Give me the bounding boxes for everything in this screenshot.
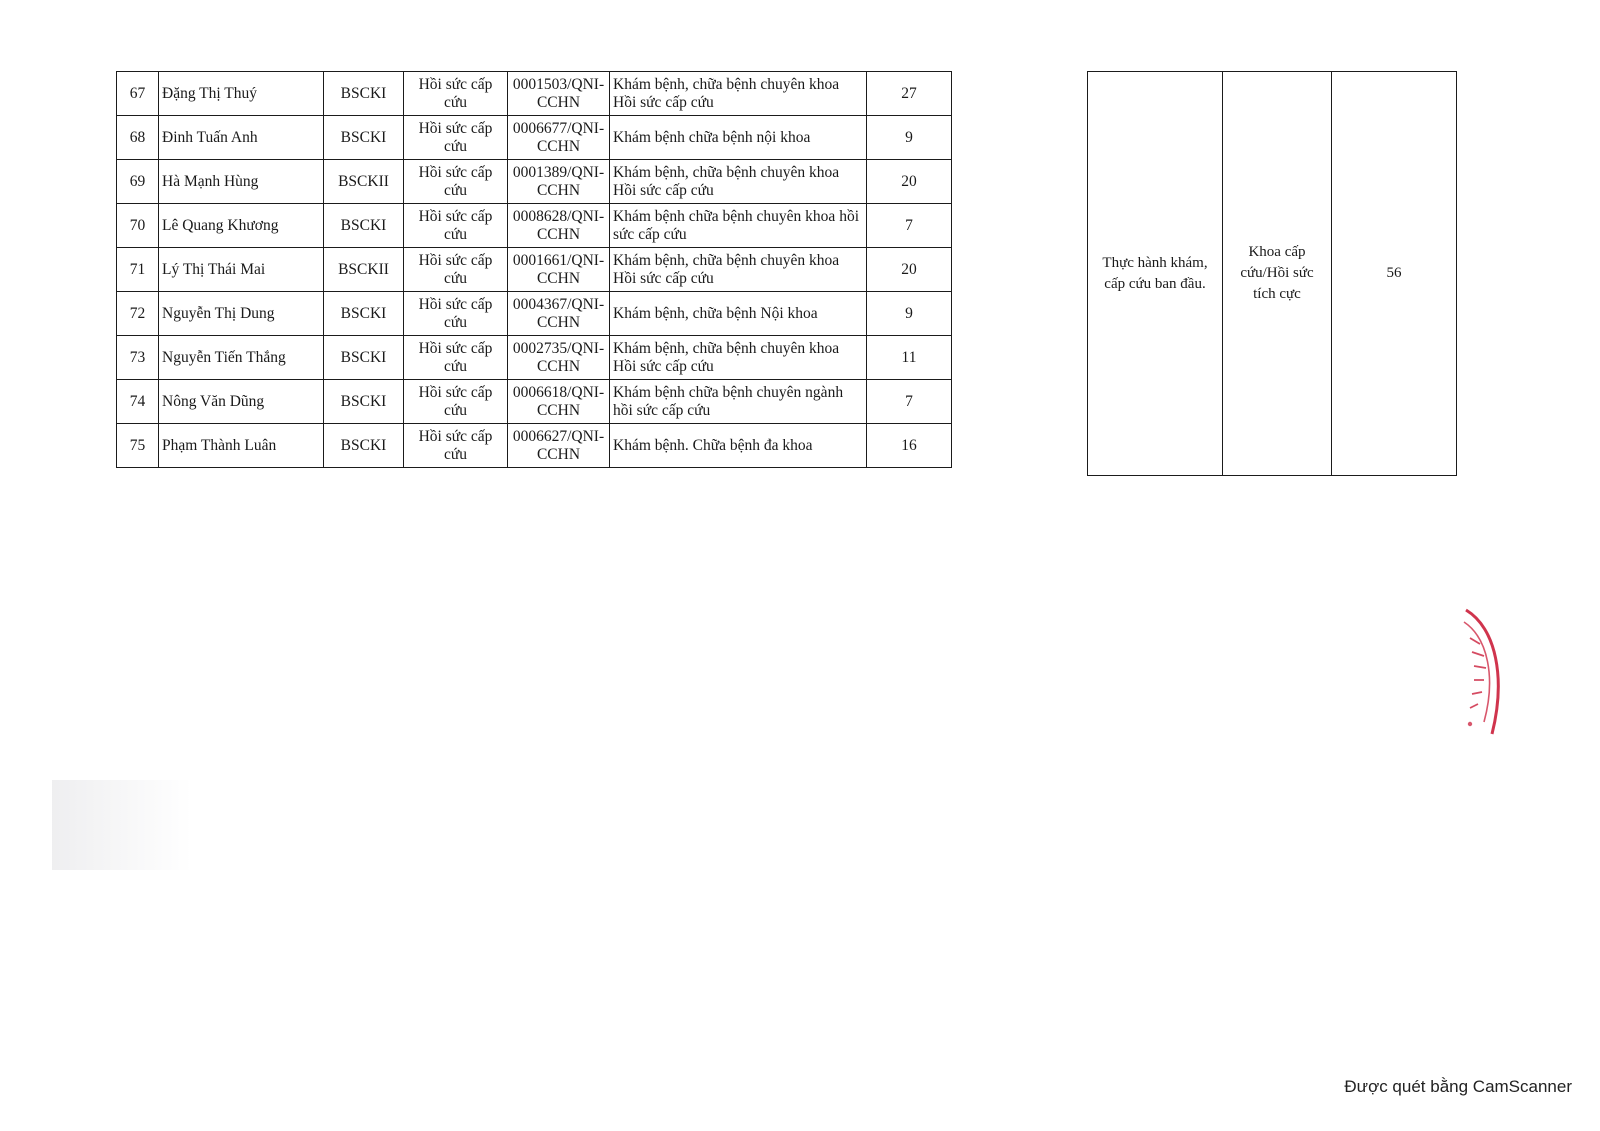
specialty: Hồi sức cấp cứu <box>404 116 508 160</box>
practice-content: Thực hành khám, cấp cứu ban đầu. <box>1088 72 1223 476</box>
practice-scope: Khám bệnh, chữa bệnh chuyên khoa Hồi sức cấp cứu <box>610 248 867 292</box>
table-row <box>117 248 952 292</box>
table-row <box>117 424 952 468</box>
practice-scope: Khám bệnh, chữa bệnh chuyên khoa Hồi sức cấp cứu <box>610 72 867 116</box>
specialty: Hồi sức cấp cứu <box>404 380 508 424</box>
degree: BSCKI <box>324 292 404 336</box>
table-row <box>117 336 952 380</box>
years-experience: 11 <box>867 336 952 380</box>
years-experience: 9 <box>867 292 952 336</box>
staff-name: Nguyễn Tiến Thắng <box>159 336 324 380</box>
staff-name: Phạm Thành Luân <box>159 424 324 468</box>
license-number: 0008628/QNI-CCHN <box>508 204 610 248</box>
staff-name: Nông Văn Dũng <box>159 380 324 424</box>
table-row <box>117 204 952 248</box>
staff-table-body <box>117 72 952 468</box>
degree: BSCKI <box>324 424 404 468</box>
years-experience: 7 <box>867 380 952 424</box>
row-number: 75 <box>117 424 159 468</box>
scanner-watermark: Được quét bằng CamScanner <box>1344 1077 1572 1096</box>
license-number: 0006677/QNI-CCHN <box>508 116 610 160</box>
row-number: 70 <box>117 204 159 248</box>
scan-shadow <box>52 780 192 870</box>
row-number: 68 <box>117 116 159 160</box>
row-number: 74 <box>117 380 159 424</box>
specialty: Hồi sức cấp cứu <box>404 204 508 248</box>
license-number: 0006618/QNI-CCHN <box>508 380 610 424</box>
specialty: Hồi sức cấp cứu <box>404 336 508 380</box>
table-row <box>117 292 952 336</box>
staff-name: Đặng Thị Thuý <box>159 72 324 116</box>
practice-scope: Khám bệnh. Chữa bệnh đa khoa <box>610 424 867 468</box>
degree: BSCKI <box>324 116 404 160</box>
staff-name: Hà Mạnh Hùng <box>159 160 324 204</box>
years-experience: 27 <box>867 72 952 116</box>
specialty: Hồi sức cấp cứu <box>404 292 508 336</box>
table-row <box>117 72 952 116</box>
license-number: 0001503/QNI-CCHN <box>508 72 610 116</box>
staff-name: Nguyễn Thị Dung <box>159 292 324 336</box>
staff-name: Đinh Tuấn Anh <box>159 116 324 160</box>
specialty: Hồi sức cấp cứu <box>404 160 508 204</box>
row-number: 69 <box>117 160 159 204</box>
table-row <box>117 116 952 160</box>
license-number: 0006627/QNI-CCHN <box>508 424 610 468</box>
row-number: 72 <box>117 292 159 336</box>
years-experience: 9 <box>867 116 952 160</box>
license-number: 0002735/QNI-CCHN <box>508 336 610 380</box>
license-number: 0001661/QNI-CCHN <box>508 248 610 292</box>
degree: BSCKI <box>324 204 404 248</box>
staff-name: Lý Thị Thái Mai <box>159 248 324 292</box>
staff-table <box>116 71 952 468</box>
row-number: 71 <box>117 248 159 292</box>
practice-count: 56 <box>1332 72 1457 476</box>
specialty: Hồi sức cấp cứu <box>404 248 508 292</box>
degree: BSCKI <box>324 72 404 116</box>
practice-scope: Khám bệnh chữa bệnh chuyên ngành hồi sức cấp cứu <box>610 380 867 424</box>
degree: BSCKI <box>324 380 404 424</box>
practice-row <box>1088 72 1457 476</box>
practice-scope: Khám bệnh, chữa bệnh chuyên khoa Hồi sức cấp cứu <box>610 160 867 204</box>
table-row <box>117 380 952 424</box>
degree: BSCKII <box>324 160 404 204</box>
red-seal-stamp <box>1462 608 1510 738</box>
row-number: 67 <box>117 72 159 116</box>
table-row <box>117 160 952 204</box>
practice-scope: Khám bệnh chữa bệnh chuyên khoa hồi sức cấp cứu <box>610 204 867 248</box>
practice-table <box>1087 71 1457 476</box>
years-experience: 7 <box>867 204 952 248</box>
degree: BSCKI <box>324 336 404 380</box>
license-number: 0001389/QNI-CCHN <box>508 160 610 204</box>
specialty: Hồi sức cấp cứu <box>404 424 508 468</box>
row-number: 73 <box>117 336 159 380</box>
practice-department: Khoa cấp cứu/Hồi sức tích cực <box>1223 72 1332 476</box>
years-experience: 20 <box>867 248 952 292</box>
practice-scope: Khám bệnh chữa bệnh nội khoa <box>610 116 867 160</box>
degree: BSCKII <box>324 248 404 292</box>
specialty: Hồi sức cấp cứu <box>404 72 508 116</box>
years-experience: 20 <box>867 160 952 204</box>
practice-scope: Khám bệnh, chữa bệnh chuyên khoa Hồi sức cấp cứu <box>610 336 867 380</box>
license-number: 0004367/QNI-CCHN <box>508 292 610 336</box>
staff-name: Lê Quang Khương <box>159 204 324 248</box>
practice-scope: Khám bệnh, chữa bệnh Nội khoa <box>610 292 867 336</box>
years-experience: 16 <box>867 424 952 468</box>
